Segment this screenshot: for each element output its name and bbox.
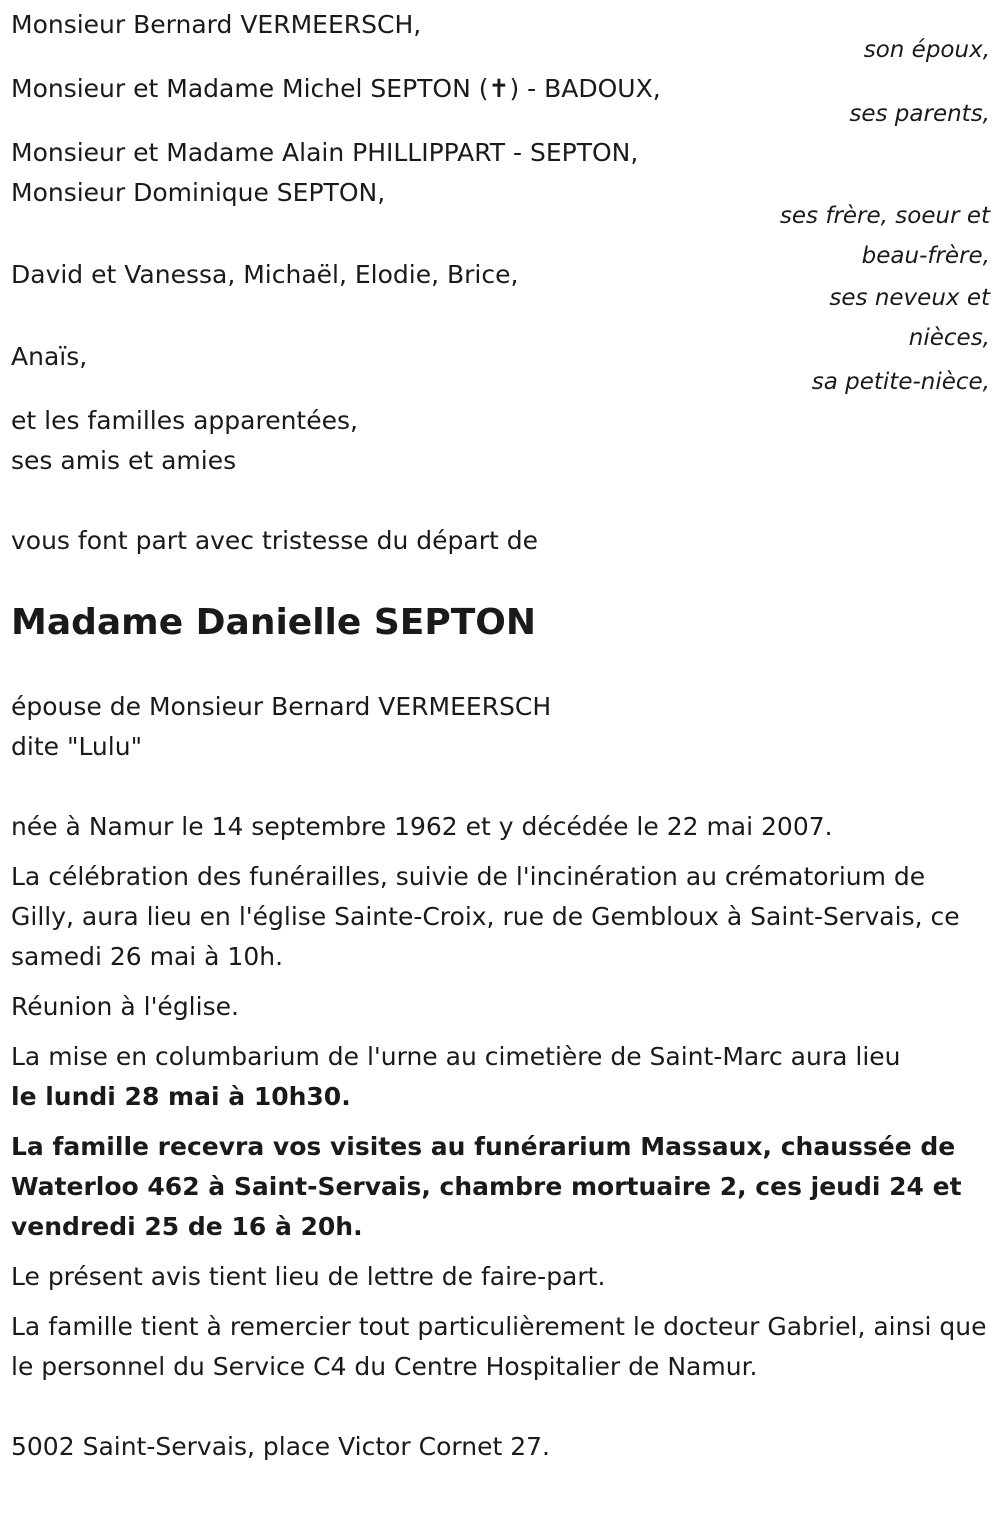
- columbarium-text: [11, 1037, 990, 1117]
- family-group-parents: [11, 69, 990, 134]
- family-line: Monsieur et Madame Michel SEPTON (✝) - BADOUX,: [11, 74, 661, 103]
- relation-label: ses parents,: [849, 101, 990, 127]
- relation-label: ses frère, soeur et: [779, 203, 990, 229]
- ceremony-text: La célébration des funérailles, suivie de l'incinération au crématorium de Gilly, aura lieu en l'église Sainte-Croix, rue de Gembloux à Saint-Servais, ce samedi 26 mai à 10h.: [11, 862, 960, 971]
- visits-text: La famille recevra vos visites au funérarium Massaux, chaussée de Waterloo 462 à Saint-Servais, chambre mortuaire 2, ces jeudi 24 et vendredi 25 de 16 à 20h.: [11, 1132, 962, 1241]
- thanks-text: La famille tient à remercier tout particulièrement le docteur Gabriel, ainsi que le personnel du Service C4 du Centre Hospitalier de Namur.: [11, 1312, 987, 1381]
- address-line: 5002 Saint-Servais, place Victor Cornet 27.: [11, 1432, 550, 1461]
- family-line: Monsieur Bernard VERMEERSCH,: [11, 10, 422, 39]
- spouse-line: épouse de Monsieur Bernard VERMEERSCH: [11, 692, 552, 721]
- family-line: et les familles apparentées,: [11, 406, 358, 435]
- birth-death-text: née à Namur le 14 septembre 1962 et y décédée le 22 mai 2007.: [11, 812, 833, 841]
- relation-label: son époux,: [863, 37, 990, 63]
- family-group-grandniece: [11, 337, 990, 402]
- family-others: [11, 401, 990, 481]
- family-group-spouse: [11, 5, 990, 70]
- meeting-text: Réunion à l'église.: [11, 992, 239, 1021]
- family-line: David et Vanessa, Michaël, Elodie, Brice,: [11, 260, 519, 289]
- relation-label: nièces,: [908, 325, 990, 351]
- family-line: ses amis et amies: [11, 446, 237, 475]
- columbarium-place: La mise en columbarium de l'urne au cimetière de Saint-Marc aura lieu: [11, 1042, 901, 1071]
- obituary-notice: [11, 5, 990, 1467]
- relation-label: beau-frère,: [861, 243, 990, 269]
- relation-label: sa petite-nièce,: [811, 369, 990, 395]
- columbarium-date: le lundi 28 mai à 10h30.: [11, 1082, 351, 1111]
- nickname-line: dite "Lulu": [11, 732, 143, 761]
- deceased-name: Madame Danielle SEPTON: [11, 602, 537, 643]
- family-line: Anaïs,: [11, 342, 88, 371]
- intro-text: vous font part avec tristesse du départ de: [11, 526, 538, 555]
- notice-text: Le présent avis tient lieu de lettre de faire-part.: [11, 1262, 606, 1291]
- family-line: Monsieur Dominique SEPTON,: [11, 178, 386, 207]
- relation-label: ses neveux et: [829, 285, 990, 311]
- family-line: Monsieur et Madame Alain PHILLIPPART - SEPTON,: [11, 138, 639, 167]
